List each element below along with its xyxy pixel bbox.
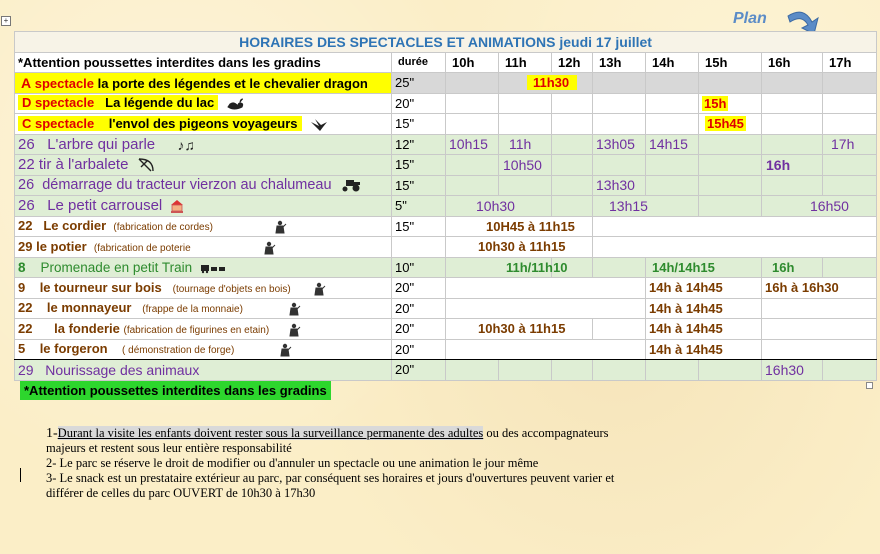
- location-number: 22: [18, 156, 35, 174]
- time-cell: 13h30: [593, 175, 646, 196]
- time-cell: 10h30 à 11h15: [446, 319, 593, 340]
- show-tag: spectacle: [35, 95, 95, 111]
- show-name-cell: [15, 278, 392, 299]
- show-name-cell: [15, 134, 392, 155]
- time-cell: 14h à 14h45: [646, 339, 762, 360]
- table-move-handle[interactable]: +: [1, 16, 11, 26]
- duration-cell: 20": [392, 93, 446, 114]
- show-subtitle: (tournage d'objets en bois): [172, 283, 291, 295]
- duration-cell: 20": [392, 298, 446, 319]
- show-title: la porte des légendes et le chevalier dragon: [97, 75, 368, 91]
- table-row: [15, 175, 877, 196]
- duration-cell: 20": [392, 278, 446, 299]
- header-hour: 11h: [499, 52, 552, 73]
- duration-cell: 10": [392, 257, 446, 278]
- table-row: [15, 114, 877, 135]
- rules-block: [46, 426, 806, 501]
- header-hour: 14h: [646, 52, 699, 73]
- show-name-cell: [15, 360, 392, 381]
- show-subtitle: (fabrication de figurines en etain): [123, 324, 270, 336]
- rule-1: [46, 426, 806, 441]
- craftsman-icon: [278, 343, 292, 357]
- show-name-cell: [15, 216, 392, 237]
- table-row: [15, 196, 877, 217]
- header-hour: 13h: [593, 52, 646, 73]
- show-letter: D: [22, 95, 32, 111]
- duration-cell: 25": [392, 73, 446, 94]
- show-title: le monnayeur: [46, 300, 132, 316]
- time-cell: 14h à 14h45: [646, 319, 762, 340]
- table-row: [15, 73, 877, 94]
- table-row: [15, 216, 877, 237]
- location-number: 5: [18, 341, 26, 357]
- location-number: 26: [18, 135, 35, 153]
- craftsman-icon: [287, 302, 301, 316]
- show-name-cell: [15, 155, 392, 176]
- time-cell: 14h à 14h45: [646, 298, 762, 319]
- time-cell: 10h30: [446, 196, 552, 217]
- duration-cell: 15": [392, 216, 446, 237]
- rule-1-number: 1-: [46, 426, 58, 441]
- time-cell: 14h/14h15: [646, 257, 762, 278]
- show-title: le potier: [36, 238, 87, 254]
- time-cell: 11h/11h10: [446, 257, 552, 278]
- rule-3-line-2: différer de celles du parc OUVERT de 10h30 à 17h30: [46, 486, 316, 500]
- location-number: 26: [18, 197, 35, 215]
- time-cell: 14h à 14h45: [646, 278, 762, 299]
- show-tag: spectacle: [34, 75, 95, 91]
- location-number: 29: [18, 361, 34, 378]
- location-number: 29: [18, 238, 33, 254]
- schedule-title: HORAIRES DES SPECTACLES ET ANIMATIONS jeudi 17 juillet: [15, 32, 877, 53]
- show-name-cell: [15, 339, 392, 360]
- craftsman-icon: [312, 282, 326, 296]
- crossbow-icon: [137, 157, 155, 173]
- rule-1-line-2: majeurs et restent sous leur entière responsabilité: [46, 441, 292, 455]
- craftsman-icon: [262, 241, 276, 255]
- table-row: [15, 339, 877, 360]
- time-cell: 16h à 16h30: [762, 278, 877, 299]
- table-resize-handle[interactable]: [866, 382, 873, 389]
- location-number: 22: [18, 300, 33, 316]
- time-cell: 10h50: [499, 155, 552, 176]
- show-name-cell: [15, 319, 392, 340]
- table-row: [15, 360, 877, 381]
- duration-cell: [392, 237, 446, 258]
- time-cell: 17h: [823, 134, 877, 155]
- show-name-cell: [15, 237, 392, 258]
- table-row: [15, 319, 877, 340]
- show-title: Le petit carrousel: [47, 197, 163, 215]
- show-title: Le cordier: [43, 218, 107, 234]
- duration-cell: 20": [392, 360, 446, 381]
- craftsman-icon: [287, 323, 301, 337]
- show-name-cell: [15, 73, 392, 94]
- location-number: 22: [18, 218, 33, 234]
- show-name-cell: [15, 114, 392, 135]
- table-row: [15, 298, 877, 319]
- time-cell: 15h45: [707, 116, 744, 132]
- time-cell: 11h30: [527, 75, 577, 90]
- time-cell: 13h15: [593, 196, 699, 217]
- show-subtitle: (fabrication de poterie: [93, 242, 191, 254]
- time-cell: 15h: [704, 95, 727, 111]
- show-title: le tourneur sur bois: [39, 279, 162, 295]
- rule-3-line-1: 3- Le snack est un prestataire extérieur au parc, par conséquent ses horaires et jours d'ouvertures peuvent varier et: [46, 471, 615, 485]
- time-cell: 16h: [762, 257, 823, 278]
- rule-2: 2- Le parc se réserve le droit de modifier ou d'annuler un spectacle ou une animation le jour même: [46, 456, 539, 470]
- schedule-table: [14, 31, 877, 381]
- rule-1-highlight: Durant la visite les enfants doivent rester sous la surveillance permanente des adultes: [57, 426, 484, 440]
- time-cell: 13h05: [593, 134, 646, 155]
- show-title: le forgeron: [39, 341, 108, 357]
- duration-cell: 20": [392, 319, 446, 340]
- show-title: tir à l'arbalete: [38, 156, 129, 174]
- duration-cell: 5": [392, 196, 446, 217]
- bottom-stroller-warning: *Attention poussettes interdites dans les gradins: [20, 381, 331, 400]
- location-number: 22: [18, 320, 33, 336]
- show-name-cell: [15, 257, 392, 278]
- show-title: Nourissage des animaux: [45, 361, 200, 378]
- table-row: [15, 237, 877, 258]
- duration-cell: 15": [392, 114, 446, 135]
- duration-cell: 20": [392, 339, 446, 360]
- duration-cell: 12": [392, 134, 446, 155]
- header-hour: 10h: [446, 52, 499, 73]
- time-cell: 10H45 à 11h15: [446, 216, 593, 237]
- show-name-cell: [15, 298, 392, 319]
- show-subtitle: ( démonstration de forge): [122, 345, 235, 357]
- swan-icon: [226, 97, 246, 111]
- carousel-icon: [170, 199, 184, 214]
- show-title: L'arbre qui parle: [47, 135, 156, 153]
- show-tag: spectacle: [35, 115, 95, 131]
- table-row: [15, 134, 877, 155]
- show-name-cell: [15, 196, 392, 217]
- show-title: l'envol des pigeons voyageurs: [108, 115, 298, 131]
- duration-cell: 15": [392, 175, 446, 196]
- tractor-icon: [340, 178, 362, 192]
- location-number: 8: [18, 259, 26, 275]
- show-subtitle: (fabrication de cordes): [113, 222, 213, 234]
- location-number: 9: [18, 279, 26, 295]
- table-row: [15, 257, 877, 278]
- time-cell: 14h15: [646, 134, 699, 155]
- show-name-cell: [15, 175, 392, 196]
- header-hour: 16h: [762, 52, 823, 73]
- show-letter: A: [21, 74, 32, 91]
- table-row: [15, 155, 877, 176]
- show-subtitle: (frappe de la monnaie): [142, 304, 243, 316]
- show-title: Promenade en petit Train: [40, 259, 193, 275]
- header-hour: 15h: [699, 52, 762, 73]
- craftsman-icon: [273, 220, 287, 234]
- time-cell: 10h15: [446, 134, 499, 155]
- bird-icon: [309, 118, 331, 132]
- show-title: démarrage du tracteur vierzon au chalumeau: [42, 177, 332, 194]
- show-title: la fonderie: [54, 320, 120, 336]
- train-icon: [200, 263, 230, 273]
- table-row: [15, 278, 877, 299]
- show-letter: C: [22, 115, 32, 131]
- header-duree: durée: [392, 52, 446, 73]
- header-hour: 12h: [552, 52, 593, 73]
- text-cursor: [20, 468, 21, 482]
- time-cell: 16h50: [762, 196, 877, 217]
- time-cell: 16h30: [762, 360, 823, 381]
- time-cell: 16h: [762, 155, 823, 176]
- show-title: La légende du lac: [105, 95, 215, 111]
- location-number: 26: [18, 177, 35, 194]
- header-hour: 17h: [823, 52, 877, 73]
- time-cell: 10h30 à 11h15: [446, 237, 593, 258]
- table-row: [15, 93, 877, 114]
- time-cell: 11h: [499, 134, 552, 155]
- plan-link[interactable]: Plan: [733, 10, 767, 27]
- rule-1-rest: ou des accompagnateurs: [483, 426, 609, 440]
- duration-cell: 15": [392, 155, 446, 176]
- stroller-warning: *Attention poussettes interdites dans les gradins: [15, 52, 392, 73]
- show-name-cell: [15, 93, 392, 114]
- music-notes-icon: ♪♫: [177, 136, 195, 153]
